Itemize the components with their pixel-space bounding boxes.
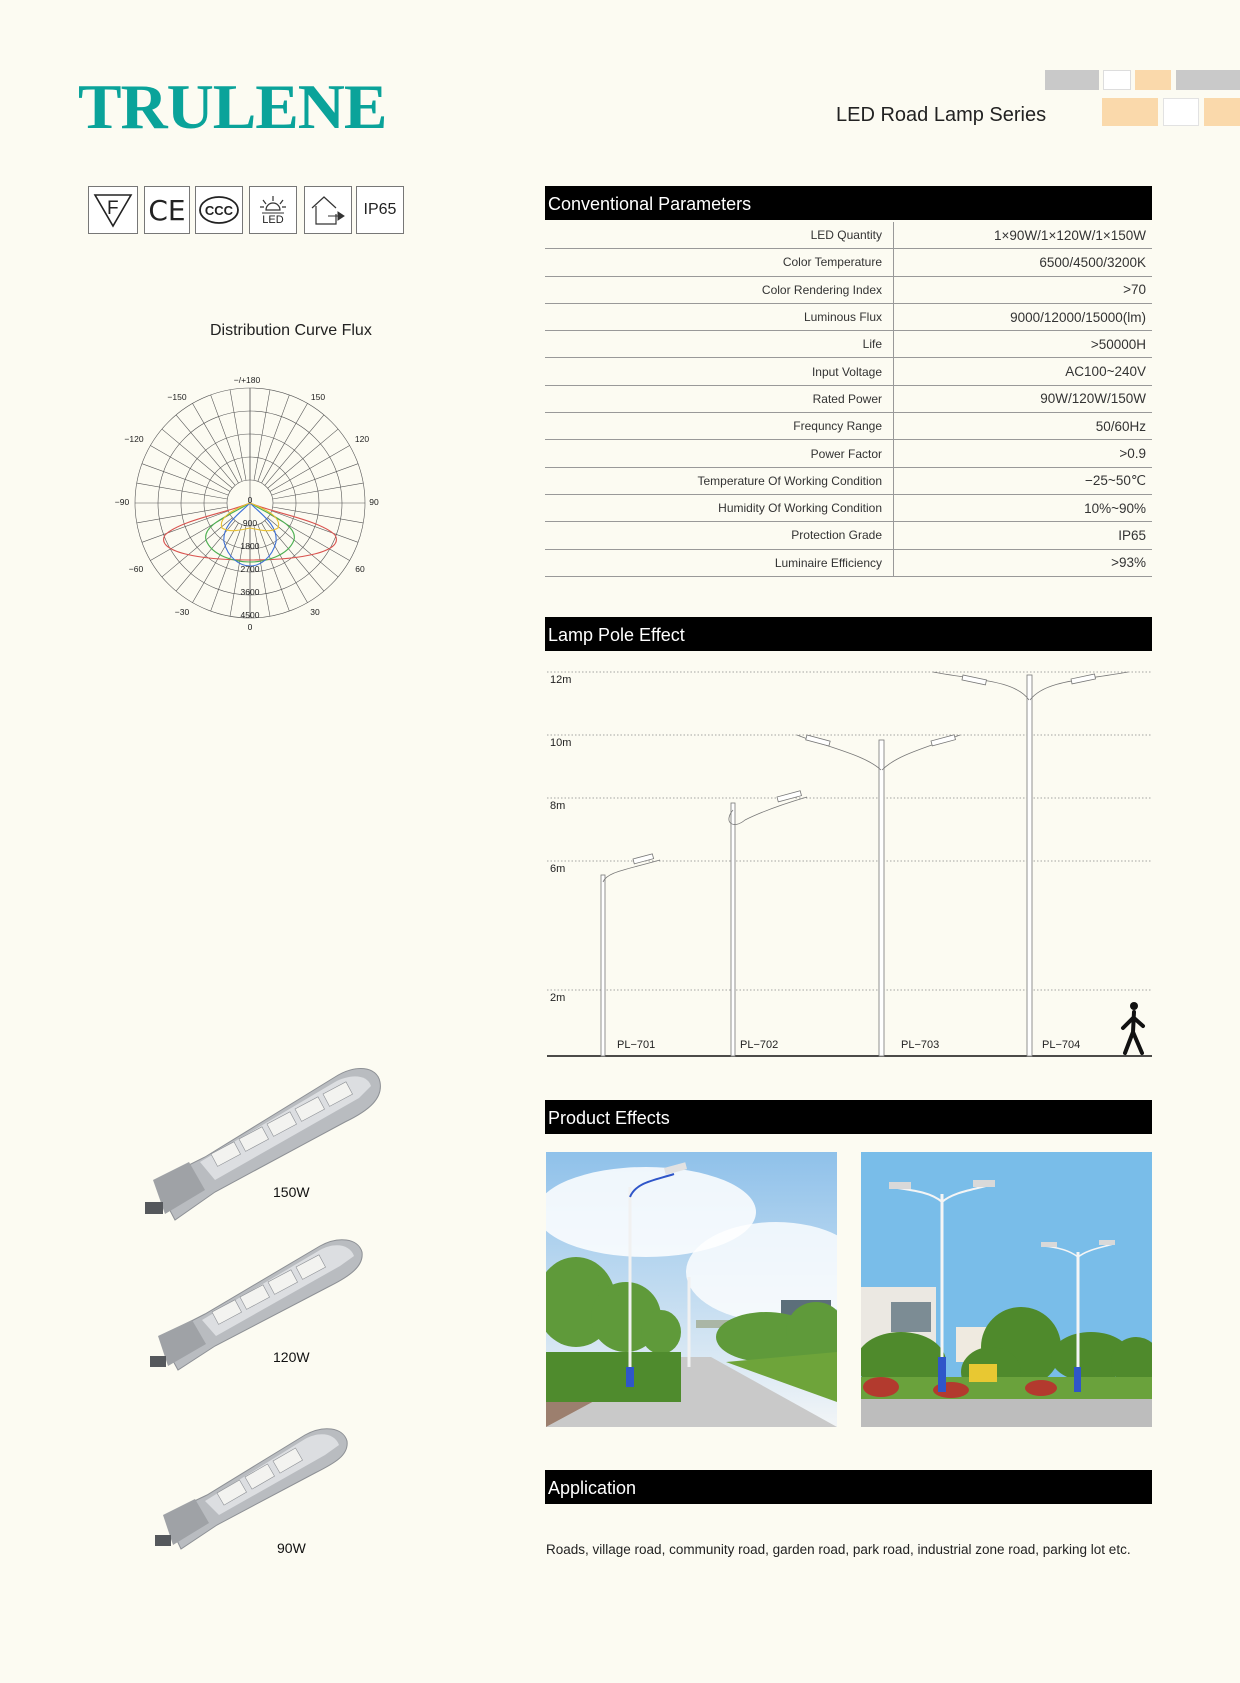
pole-section-title: Lamp Pole Effect xyxy=(545,617,1152,651)
pole-pl-704 xyxy=(933,672,1128,1056)
pole-model-label: PL−703 xyxy=(901,1039,940,1051)
radial-label: 2700 xyxy=(240,564,260,574)
series-title: LED Road Lamp Series xyxy=(836,104,1047,126)
angle-label: −90 xyxy=(114,497,130,507)
swatch xyxy=(1102,98,1158,126)
params-row xyxy=(545,222,1152,249)
ccc-mark-label: CCC xyxy=(204,203,234,218)
polar-spoke xyxy=(262,403,308,483)
polar-spoke xyxy=(142,511,228,542)
param-name: Color Temperature xyxy=(545,249,894,276)
led-mark-icon xyxy=(249,186,297,234)
lamp-150w-label: 150W xyxy=(273,1184,310,1200)
f-mark-icon xyxy=(88,186,138,234)
lamp-120w-label: 120W xyxy=(273,1349,310,1365)
angle-label: 0 xyxy=(247,622,253,632)
param-name: Frequncy Range xyxy=(545,413,894,440)
param-name: Luminous Flux xyxy=(545,303,894,330)
param-value: AC100~240V xyxy=(894,358,1153,385)
angle-label: 60 xyxy=(355,564,365,574)
params-table xyxy=(545,222,1152,577)
params-row xyxy=(545,467,1152,494)
polar-spoke xyxy=(176,521,235,591)
pole-pl-702 xyxy=(729,791,807,1056)
lamp-90w-image xyxy=(155,1415,355,1560)
param-value: >93% xyxy=(894,549,1153,576)
polar-spoke xyxy=(211,395,242,481)
params-row xyxy=(545,331,1152,358)
polar-spoke xyxy=(272,464,358,495)
params-row xyxy=(545,276,1152,303)
param-name: Protection Grade xyxy=(545,522,894,549)
angle-label: 30 xyxy=(310,607,320,617)
lamp-120w-image xyxy=(150,1232,370,1382)
height-label: 6m xyxy=(550,863,566,875)
angle-label: −/+180 xyxy=(233,375,261,385)
polar-spoke xyxy=(265,521,324,591)
angle-label: −120 xyxy=(124,434,144,444)
swatch xyxy=(1204,98,1240,126)
param-value: 1×90W/1×120W/1×150W xyxy=(894,222,1153,249)
application-text: Roads, village road, community road, garden road, park road, industrial zone road, parking lot etc. xyxy=(546,1542,1131,1557)
distribution-title: Distribution Curve Flux xyxy=(210,322,372,339)
angle-label: 150 xyxy=(310,392,326,402)
param-value: 9000/12000/15000(lm) xyxy=(894,303,1153,330)
radial-label: 4500 xyxy=(240,610,260,620)
param-value: IP65 xyxy=(894,522,1153,549)
pole-model-label: PL−701 xyxy=(617,1039,656,1051)
polar-spoke xyxy=(137,483,228,499)
f-mark-label: F xyxy=(107,198,119,219)
params-row xyxy=(545,303,1152,330)
polar-spoke xyxy=(258,525,289,611)
param-value: >50000H xyxy=(894,331,1153,358)
polar-spoke xyxy=(150,446,230,492)
angle-label: −30 xyxy=(174,607,190,617)
param-value: >70 xyxy=(894,276,1153,303)
param-name: Rated Power xyxy=(545,385,894,412)
polar-spoke xyxy=(230,390,246,481)
polar-spoke xyxy=(254,390,270,481)
params-row xyxy=(545,549,1152,576)
polar-spoke xyxy=(193,403,239,483)
param-value: >0.9 xyxy=(894,440,1153,467)
height-label: 8m xyxy=(550,800,566,812)
ip65-mark: IP65 xyxy=(356,186,404,234)
polar-spoke xyxy=(270,446,350,492)
ce-mark-icon: CE xyxy=(144,186,190,234)
pedestrian-icon xyxy=(1123,1002,1143,1053)
params-row xyxy=(545,494,1152,521)
polar-spoke xyxy=(193,523,239,603)
height-label: 2m xyxy=(550,992,566,1004)
params-row xyxy=(545,440,1152,467)
angle-label: −150 xyxy=(167,392,187,402)
param-name: Temperature Of Working Condition xyxy=(545,467,894,494)
params-row xyxy=(545,249,1152,276)
polar-spoke xyxy=(262,523,308,603)
swatch xyxy=(1135,70,1171,90)
polar-spoke xyxy=(265,415,324,485)
street-photo-right xyxy=(861,1152,1152,1427)
param-name: LED Quantity xyxy=(545,222,894,249)
param-name: Color Rendering Index xyxy=(545,276,894,303)
polar-spoke xyxy=(273,483,364,499)
params-row xyxy=(545,358,1152,385)
params-row xyxy=(545,522,1152,549)
params-row xyxy=(545,385,1152,412)
radial-label: 3600 xyxy=(240,587,260,597)
param-name: Power Factor xyxy=(545,440,894,467)
application-section-title: Application xyxy=(545,1470,1152,1504)
angle-label: −60 xyxy=(128,564,144,574)
param-name: Life xyxy=(545,331,894,358)
swatch xyxy=(1045,70,1099,90)
lamp-150w-image xyxy=(145,1062,385,1232)
radial-label: 0 xyxy=(247,495,253,505)
swatch xyxy=(1176,70,1240,90)
radial-label: 900 xyxy=(242,518,258,528)
polar-spoke xyxy=(268,429,338,488)
params-row xyxy=(545,413,1152,440)
effects-section-title: Product Effects xyxy=(545,1100,1152,1134)
pole-height-diagram xyxy=(545,660,1152,1060)
brand-logo: TRULENE xyxy=(78,71,387,142)
angle-label: 90 xyxy=(369,497,379,507)
param-value: 90W/120W/150W xyxy=(894,385,1153,412)
param-value: 50/60Hz xyxy=(894,413,1153,440)
param-name: Luminaire Efficiency xyxy=(545,549,894,576)
angle-label: 120 xyxy=(354,434,370,444)
param-value: −25~50℃ xyxy=(894,467,1153,494)
polar-spoke xyxy=(258,395,289,481)
indoor-outdoor-icon xyxy=(304,186,352,234)
height-label: 12m xyxy=(550,674,572,686)
param-value: 10%~90% xyxy=(894,494,1153,521)
street-photo-left xyxy=(546,1152,837,1427)
pole-pl-701 xyxy=(601,854,660,1056)
param-name: Humidity Of Working Condition xyxy=(545,494,894,521)
pole-model-label: PL−702 xyxy=(740,1039,779,1051)
pole-pl-703 xyxy=(797,735,960,1056)
polar-spoke xyxy=(176,415,235,485)
param-name: Input Voltage xyxy=(545,358,894,385)
param-value: 6500/4500/3200K xyxy=(894,249,1153,276)
polar-spoke xyxy=(272,511,358,542)
lamp-90w-label: 90W xyxy=(277,1540,306,1556)
ccc-mark-icon xyxy=(195,186,243,234)
pole-model-label: PL−704 xyxy=(1042,1039,1081,1051)
swatch xyxy=(1163,98,1199,126)
radial-label: 1800 xyxy=(240,541,260,551)
swatch xyxy=(1103,70,1131,90)
polar-spoke xyxy=(211,525,242,611)
polar-spoke xyxy=(142,464,228,495)
led-mark-label: LED xyxy=(262,214,284,226)
params-section-title: Conventional Parameters xyxy=(545,186,1152,220)
polar-spoke xyxy=(162,429,232,488)
polar-distribution-chart xyxy=(110,370,390,640)
height-label: 10m xyxy=(550,737,572,749)
